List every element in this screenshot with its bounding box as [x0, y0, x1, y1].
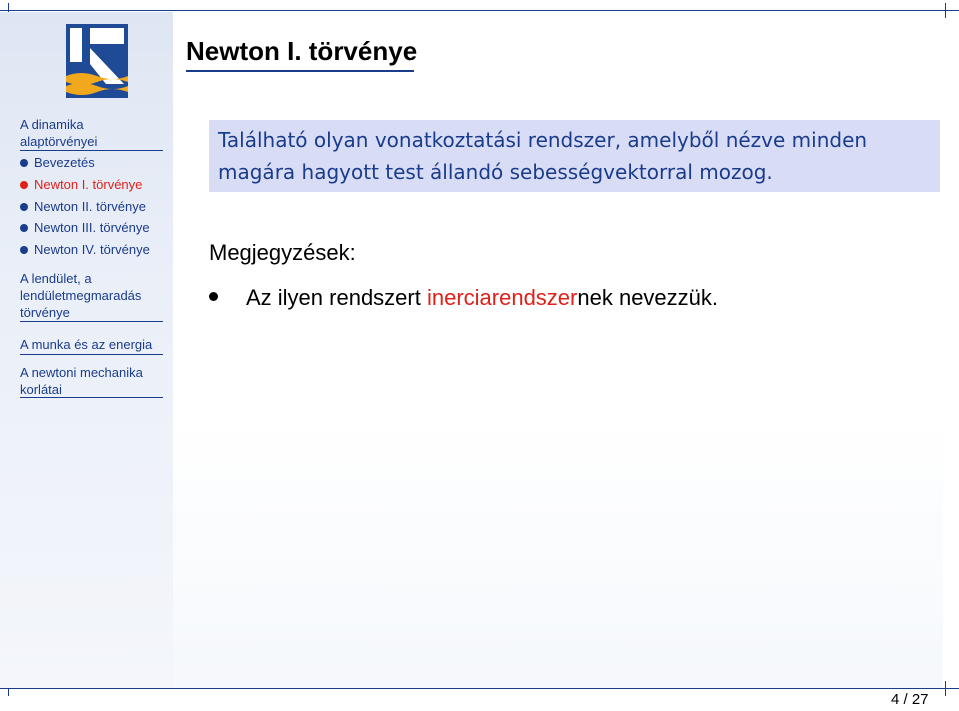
sidebar-section-korlatai[interactable]: A newtoni mechanika korlátai [20, 365, 143, 397]
bullet-text-prefix: Az ilyen rendszert [246, 285, 427, 310]
title-underline [186, 70, 414, 72]
sidebar-item-newton-1[interactable] [20, 177, 142, 192]
bottom-right-tick [945, 681, 946, 696]
page-number: 4 / 27 [891, 691, 929, 708]
institution-logo-icon [66, 24, 128, 98]
bullet-dot-icon [20, 203, 28, 211]
sidebar-section-munka[interactable]: A munka és az energia [20, 337, 153, 352]
definition-text: Található olyan vonatkoztatási rendszer, amelyből nézve minden magára hagyott test állandó sebességvektorral mozog. [218, 128, 868, 184]
top-frame-line [0, 10, 959, 11]
sidebar-section-divider [20, 354, 163, 355]
bullet-text [246, 285, 718, 311]
sidebar-section-divider [20, 397, 163, 398]
bullet-dot-icon [209, 292, 218, 301]
sidebar-item-newton-2[interactable] [20, 199, 146, 214]
bullet-dot-icon [20, 159, 28, 167]
sidebar-item-newton-3[interactable] [20, 220, 150, 235]
sidebar-item-label: Newton I. törvénye [34, 177, 143, 192]
sidebar-section-dinamika[interactable]: A dinamika alaptörvényei [20, 117, 98, 149]
page-title: Newton I. törvénye [186, 36, 418, 66]
notes-heading: Megjegyzések: [209, 240, 356, 265]
sidebar-item-label: Newton II. törvénye [34, 199, 146, 214]
bullet-text-suffix: nek nevezzük. [577, 285, 719, 310]
bullet-dot-icon [20, 224, 28, 232]
top-right-tick [945, 3, 946, 18]
sidebar-section-divider [20, 150, 163, 151]
sidebar-section-divider [20, 321, 163, 322]
sidebar-item-label: Newton IV. törvénye [34, 242, 150, 257]
bullet-dot-icon [20, 246, 28, 254]
sidebar-section-lendulet[interactable]: A lendület, a lendületmegmaradás törvénye [20, 271, 142, 320]
sidebar-item-newton-4[interactable] [20, 242, 150, 257]
bullet-dot-icon [20, 181, 28, 189]
sidebar-item-label: Newton III. törvénye [34, 220, 150, 235]
bottom-frame-line [0, 688, 959, 689]
main-content [173, 12, 943, 688]
inerciarendszer-highlight: inerciarendszer [426, 285, 578, 310]
sidebar-item-bevezetes[interactable] [20, 155, 95, 170]
sidebar-item-label: Bevezetés [34, 155, 95, 170]
